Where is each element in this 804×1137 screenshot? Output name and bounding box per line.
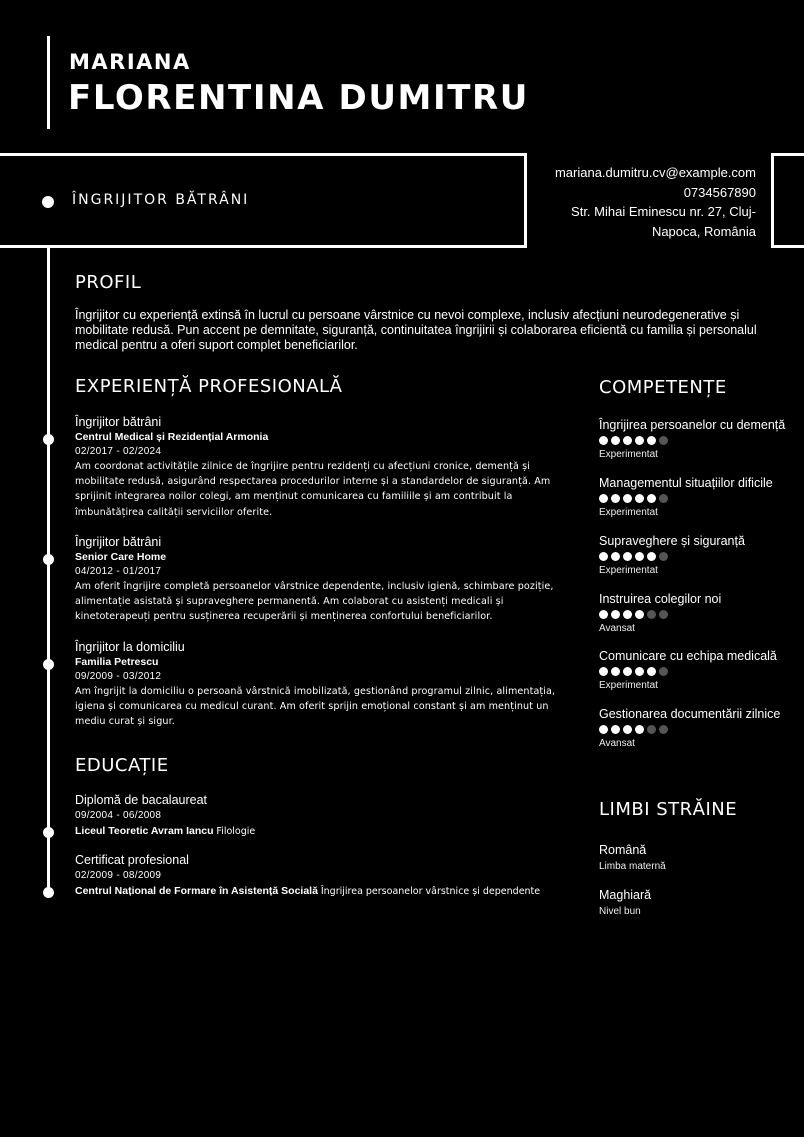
section-title-education: EDUCAȚIE <box>75 755 169 776</box>
language-name: Română <box>599 843 647 857</box>
skill-item <box>599 417 799 462</box>
rating-dot-filled-icon <box>611 667 620 676</box>
job-title: ÎNGRIJITOR BĂTRÂNI <box>72 192 250 208</box>
rating-dot-empty-icon <box>659 667 668 676</box>
skill-level: Avansat <box>599 623 635 634</box>
skill-name: Gestionarea documentării zilnice <box>599 707 781 721</box>
rating-dot-empty-icon <box>647 610 656 619</box>
skill-level: Experimentat <box>599 449 658 460</box>
rating-dot-filled-icon <box>635 667 644 676</box>
skill-rating <box>599 436 799 445</box>
skill-rating <box>599 667 799 676</box>
skill-name: Îngrijirea persoanelor cu demență <box>599 418 786 432</box>
contact-info <box>526 163 756 241</box>
job-organization: Senior Care Home <box>75 551 167 563</box>
education-dates: 02/2009 - 08/2009 <box>75 870 162 881</box>
job-role: Îngrijitor bătrâni <box>75 535 162 549</box>
rating-dot-empty-icon <box>659 494 668 503</box>
education-degree: Certificat profesional <box>75 853 189 867</box>
job-organization: Centrul Medical și Rezidențial Armonia <box>75 431 269 443</box>
education-item <box>75 852 575 899</box>
contact-phone[interactable]: 0734567890 <box>683 184 756 200</box>
contact-address-line2: Napoca, România <box>651 223 756 239</box>
job-dates: 02/2017 - 02/2024 <box>75 446 162 457</box>
rating-dot-empty-icon <box>647 725 656 734</box>
section-title-skills: COMPETENȚE <box>599 377 727 398</box>
rating-dot-empty-icon <box>659 436 668 445</box>
education-item <box>75 792 575 839</box>
timeline-dot-icon <box>43 659 54 670</box>
rating-dot-filled-icon <box>635 436 644 445</box>
rating-dot-empty-icon <box>659 725 668 734</box>
skill-name: Managementul situațiilor dificile <box>599 476 773 490</box>
rating-dot-filled-icon <box>623 667 632 676</box>
skill-level: Avansat <box>599 738 635 749</box>
education-dates: 09/2004 - 06/2008 <box>75 810 162 821</box>
rating-dot-filled-icon <box>611 610 620 619</box>
skill-item <box>599 648 799 693</box>
rating-dot-filled-icon <box>623 552 632 561</box>
section-title-profile: PROFIL <box>75 272 142 293</box>
language-item <box>599 842 799 874</box>
education-degree: Diplomă de bacalaureat <box>75 793 208 807</box>
skill-level: Experimentat <box>599 565 658 576</box>
job-role: Îngrijitor bătrâni <box>75 415 162 429</box>
skill-item <box>599 591 799 636</box>
skill-level: Experimentat <box>599 680 658 691</box>
rating-dot-filled-icon <box>635 494 644 503</box>
education-school: Centrul Național de Formare în Asistență Socială <box>75 885 318 897</box>
rating-dot-filled-icon <box>599 667 608 676</box>
decorative-box <box>771 153 804 248</box>
rating-dot-filled-icon <box>599 552 608 561</box>
skill-rating <box>599 610 799 619</box>
rating-dot-filled-icon <box>623 494 632 503</box>
timeline-dot-icon <box>43 887 54 898</box>
job-description: Am îngrijit la domiciliu o persoană vârstnică imobilizată, gestionând programul zilnic, alimentația, igiena și comunicarea cu medicul curant. Am oferit sprijin emoțional constant și am menținut un mediu curat și sigur. <box>75 686 556 728</box>
first-name: MARIANA <box>69 50 191 74</box>
skill-item <box>599 475 799 520</box>
rating-dot-filled-icon <box>647 552 656 561</box>
timeline-dot-icon <box>43 434 54 445</box>
skill-rating <box>599 725 799 734</box>
language-level: Limba maternă <box>599 861 666 872</box>
rating-dot-filled-icon <box>623 436 632 445</box>
section-title-languages: LIMBI STRĂINE <box>599 799 738 820</box>
rating-dot-empty-icon <box>659 552 668 561</box>
rating-dot-filled-icon <box>611 552 620 561</box>
skill-name: Supraveghere și siguranță <box>599 534 745 548</box>
experience-item <box>75 414 565 520</box>
education-school-line <box>75 884 575 899</box>
rating-dot-filled-icon <box>635 725 644 734</box>
skill-item <box>599 706 799 751</box>
job-dates: 09/2009 - 03/2012 <box>75 671 162 682</box>
language-level: Nivel bun <box>599 906 641 917</box>
timeline-dot-icon <box>43 554 54 565</box>
contact-email[interactable]: mariana.dumitru.cv@example.com <box>554 165 756 180</box>
skill-rating <box>599 494 799 503</box>
education-school: Liceul Teoretic Avram Iancu <box>75 825 214 837</box>
rating-dot-filled-icon <box>647 494 656 503</box>
profile-text: Îngrijitor cu experiență extinsă în lucrul cu persoane vârstnice cu nevoi complexe, inclusiv afecțiuni neurodegenerative și mobilitate redusă. Pun accent pe demnitate, siguranță, continuitatea îngrijirii și colaborarea eficientă cu familia și personalul medical pentru a oferi suport complet beneficiarilor. <box>75 308 757 352</box>
skill-rating <box>599 552 799 561</box>
rating-dot-filled-icon <box>599 494 608 503</box>
rating-dot-filled-icon <box>623 725 632 734</box>
rating-dot-filled-icon <box>647 436 656 445</box>
name-accent-bar <box>47 36 50 129</box>
bullet-dot-icon <box>42 196 54 208</box>
language-name: Maghiară <box>599 888 652 902</box>
language-item <box>599 887 799 919</box>
rating-dot-filled-icon <box>647 667 656 676</box>
rating-dot-filled-icon <box>599 610 608 619</box>
skill-name: Instruirea colegilor noi <box>599 592 722 606</box>
experience-item <box>75 534 565 625</box>
job-organization: Familia Petrescu <box>75 656 159 668</box>
rating-dot-filled-icon <box>611 725 620 734</box>
contact-address-line1: Str. Mihai Eminescu nr. 27, Cluj- <box>571 204 756 219</box>
skill-level: Experimentat <box>599 507 658 518</box>
section-title-experience: EXPERIENȚĂ PROFESIONALĂ <box>75 376 343 397</box>
last-name: FLORENTINA DUMITRU <box>68 78 529 118</box>
rating-dot-filled-icon <box>623 610 632 619</box>
skill-item <box>599 533 799 578</box>
job-description: Am oferit îngrijire completă persoanelor vârstnice dependente, inclusiv igienă, schimbare poziție, alimentație asistată și supraveghere permanentă. Am colaborat cu asistenți medicali și kinetoterapeuți pentru susținerea recuperării și menținerea confortului beneficiarilor. <box>75 581 554 623</box>
rating-dot-filled-icon <box>599 436 608 445</box>
timeline-line <box>47 247 50 893</box>
job-dates: 04/2012 - 01/2017 <box>75 566 162 577</box>
education-school-line <box>75 824 575 839</box>
rating-dot-filled-icon <box>611 436 620 445</box>
education-field: Îngrijirea persoanelor vârstnice și dependente <box>320 886 541 897</box>
skill-name: Comunicare cu echipa medicală <box>599 649 777 663</box>
experience-item <box>75 639 565 730</box>
timeline-dot-icon <box>43 827 54 838</box>
education-field: Filologie <box>216 826 256 837</box>
rating-dot-filled-icon <box>599 725 608 734</box>
job-description: Am coordonat activitățile zilnice de îngrijire pentru rezidenți cu afecțiuni cronice, demență și mobilitate redusă, asigurând respectarea procedurilor interne și a standardelor de siguranță. Am sprijinit integrarea noilor colegi, am menținut comunicarea cu familiile și am contribuit la îmbunătățirea calității serviciilor oferite. <box>75 461 551 518</box>
rating-dot-empty-icon <box>659 610 668 619</box>
rating-dot-filled-icon <box>635 610 644 619</box>
rating-dot-filled-icon <box>611 494 620 503</box>
rating-dot-filled-icon <box>635 552 644 561</box>
job-role: Îngrijitor la domiciliu <box>75 640 185 654</box>
